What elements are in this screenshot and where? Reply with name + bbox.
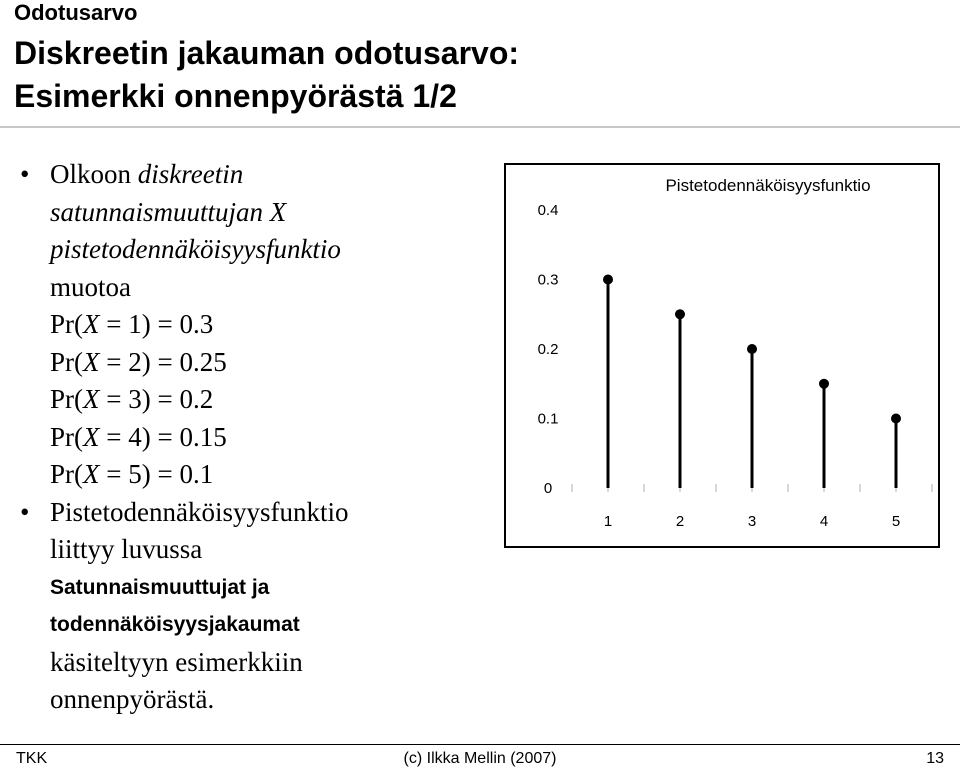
y-tick-label: 0.2 — [537, 341, 559, 358]
bullet-2-line-1 — [20, 494, 490, 532]
chapter-title-part-2: todennäköisyysjakaumat — [50, 613, 300, 636]
body-text — [20, 156, 490, 719]
y-tick-label: 0.1 — [537, 410, 559, 428]
x-tick-label: 5 — [891, 513, 901, 530]
bullet-1-line-1 — [20, 156, 490, 194]
eq-4-pre: Pr( — [50, 421, 83, 452]
slide-title-line-2: Esimerkki onnenpyörästä 1/2 — [14, 78, 457, 114]
equation-list — [20, 306, 490, 494]
word-diskreetin: diskreetin — [137, 159, 244, 189]
eq-1-pre: Pr( — [50, 309, 83, 339]
bullet-2-text-1: Pistetodennäköisyysfunktio — [50, 496, 349, 527]
bullet-2-line-6 — [20, 681, 490, 719]
stem-marker — [819, 379, 829, 389]
equation-4 — [20, 419, 490, 457]
section-label: Odotusarvo — [14, 0, 138, 25]
eq-3-var: X — [83, 384, 100, 414]
chapter-title-part-1: Satunnaismuuttujat ja — [50, 575, 270, 599]
eq-2-pre: Pr( — [50, 346, 83, 377]
bullet-2-line-2 — [20, 531, 490, 569]
x-tick-label: 2 — [675, 513, 685, 530]
word-muotoa: muotoa — [50, 271, 131, 302]
chart-title: Pistetodennäköisyysfunktio — [665, 176, 871, 195]
footer-divider — [0, 744, 960, 745]
eq-2-post: = 2) = 0.25 — [99, 346, 227, 377]
bullet-2-line-4 — [20, 606, 490, 644]
stem-marker — [603, 275, 613, 285]
bullet-2-text-2: liittyy luvussa — [50, 534, 203, 564]
bullet-1-line-4 — [20, 269, 490, 307]
stem-marker — [891, 414, 901, 424]
eq-5-post: = 5) = 0.1 — [99, 459, 214, 489]
y-tick-label: 0.4 — [537, 202, 559, 219]
footer-page-number: 13 — [926, 750, 944, 767]
eq-1-post: = 1) = 0.3 — [99, 309, 214, 339]
word-satunnaismuuttujan: satunnaismuuttujan X — [50, 196, 287, 227]
title-divider — [0, 126, 960, 128]
stem-chart — [504, 163, 940, 548]
bullet-1-line-2 — [20, 194, 490, 232]
equation-1 — [20, 306, 490, 344]
footer-center: (c) Ilkka Mellin (2007) — [403, 750, 557, 767]
word-olkoon: Olkoon — [50, 159, 131, 189]
stem-marker — [747, 344, 757, 354]
footer-left: TKK — [16, 750, 48, 767]
y-tick-label: 0 — [543, 480, 553, 497]
y-tick-label: 0.3 — [537, 271, 559, 289]
bullet-1-line-3 — [20, 231, 490, 269]
equation-3 — [20, 381, 490, 419]
stem-marker — [675, 309, 685, 319]
eq-5-pre: Pr( — [50, 459, 83, 489]
eq-3-pre: Pr( — [50, 384, 83, 414]
eq-4-post: = 4) = 0.15 — [99, 421, 227, 452]
x-tick-label: 3 — [747, 513, 757, 530]
bullet-2-text-5: käsiteltyyn esimerkkiin — [50, 646, 303, 677]
bullet-dot-icon: • — [20, 159, 30, 189]
bullet-2-text-6: onnenpyörästä. — [50, 684, 215, 714]
bullet-dot-icon: • — [20, 496, 30, 527]
x-tick-label: 4 — [819, 513, 829, 530]
equation-2 — [20, 344, 490, 382]
eq-4-var: X — [83, 421, 100, 452]
slide-title — [14, 32, 519, 118]
bullet-2-line-3 — [20, 569, 490, 607]
bullet-2-line-5 — [20, 644, 490, 682]
eq-3-post: = 3) = 0.2 — [99, 384, 214, 414]
slide-title-line-1: Diskreetin jakauman odotusarvo: — [14, 35, 520, 71]
word-pistetodennakoisyysfunktio: pistetodennäköisyysfunktio — [50, 234, 341, 264]
eq-2-var: X — [83, 346, 100, 377]
equation-5 — [20, 456, 490, 494]
x-tick-label: 1 — [603, 513, 613, 530]
eq-1-var: X — [83, 309, 100, 339]
eq-5-var: X — [83, 459, 100, 489]
